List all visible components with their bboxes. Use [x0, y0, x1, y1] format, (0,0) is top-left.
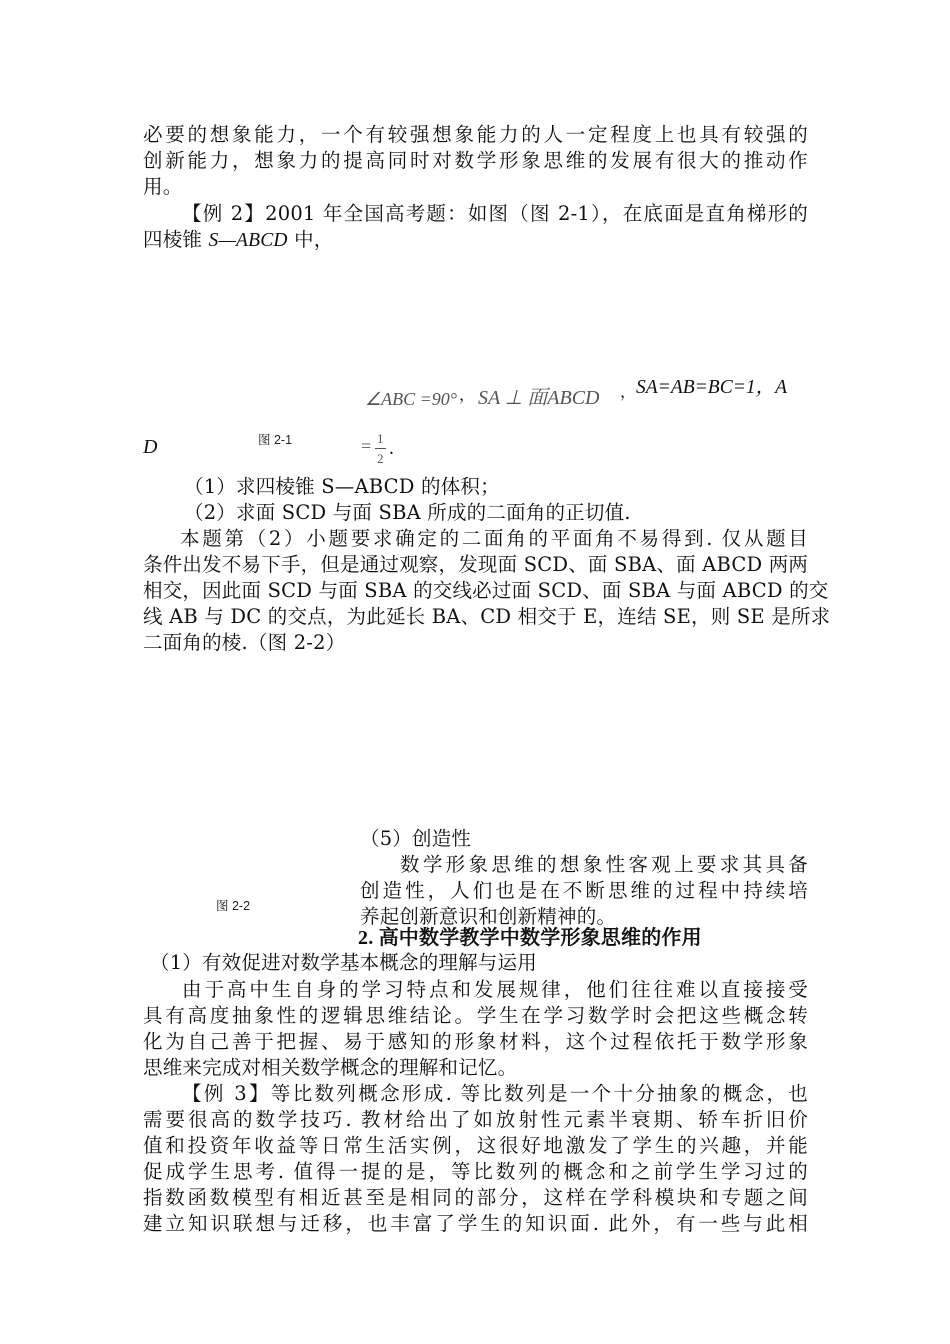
perpendicular-condition [478, 385, 600, 411]
example-2-suffix: 中， [287, 228, 334, 251]
figure-2-2-caption: 图 2-2 [216, 899, 251, 913]
example-3-line: 【例 3】等比数列概念形成. 等比数列是一个十分抽象的概念，也 [182, 1082, 808, 1105]
analysis-line: 本题第（2）小题要求确定的二面角的平面角不易得到. 仅从题目 [180, 527, 808, 550]
equal-lengths-condition: SA=AB=BC=1，A [636, 377, 788, 398]
example-3-line: 需要很高的数学技巧. 教材给出了如放射性元素半衰期、轿车折旧价 [143, 1108, 808, 1131]
paragraph-line: 用。 [143, 175, 183, 198]
paragraph-line: 创新能力，想象力的提高同时对数学形象思维的发展有很大的推动作 [143, 149, 808, 172]
creativity-heading: （5）创造性 [360, 827, 472, 850]
subsection-1-heading: （1）有效促进对数学基本概念的理解与运用 [150, 951, 537, 974]
perp-expression: SA ⊥ 面ABCD [478, 387, 600, 409]
condition-separator: ， [459, 387, 476, 404]
example-3-line: 建立知识联想与迁移，也丰富了学生的知识面. 此外，有一些与此相 [143, 1212, 808, 1235]
example-2-prefix: 四棱锥 [143, 228, 209, 251]
example-2-intro: 【例 2】2001 年全国高考题：如图（图 2-1），在底面是直角梯形的 [182, 202, 808, 225]
creativity-line: 创造性，人们也是在不断思维的过程中持续培 [360, 879, 808, 902]
fraction-bar [375, 448, 386, 449]
analysis-line: 线 AB 与 DC 的交点，为此延长 BA、CD 相交于 E，连结 SE，则 SE 是所求 [143, 605, 831, 628]
section-2-paragraph-1-line: 具有高度抽象性的逻辑思维结论。学生在学习数学时会把这些概念转 [143, 1004, 808, 1027]
section-2-paragraph-1-line: 由于高中生自身的学习特点和发展规律，他们往往难以直接接受 [182, 978, 808, 1001]
paragraph-line: 必要的想象能力，一个有较强想象能力的人一定程度上也具有较强的 [143, 123, 808, 146]
angle-expression: ∠ABC =90° [365, 389, 457, 409]
condition-separator: ， [620, 384, 637, 401]
section-2-heading: 2. 高中数学教学中数学形象思维的作用 [358, 927, 702, 949]
half-period: . [389, 438, 394, 459]
example-3-line: 促成学生思考. 值得一提的是，等比数列的概念和之前学生学习过的 [143, 1160, 808, 1183]
section-2-paragraph-1-line: 化为自己善于把握、易于感知的形象材料，这个过程依托于数学形象 [143, 1030, 808, 1053]
fraction-numerator: 1 [377, 431, 384, 446]
creativity-line: 养起创新意识和创新精神的。 [360, 905, 617, 928]
section-2-paragraph-1-line: 思维来完成对相关数学概念的理解和记忆。 [143, 1056, 518, 1079]
analysis-line: 条件出发不易下手，但是通过观察，发现面 SCD、面 SBA、面 ABCD 两两 [143, 553, 809, 576]
ad-continuation: D [143, 436, 158, 458]
creativity-line: 数学形象思维的想象性客观上要求其具备 [400, 853, 808, 876]
angle-condition [365, 386, 457, 412]
example-3-line: 指数函数模型有相近甚至是相同的部分，这样在学科模块和专题之间 [143, 1186, 808, 1209]
half-equals: = [361, 436, 372, 456]
question-2: （2）求面 SCD 与面 SBA 所成的二面角的正切值. [184, 501, 631, 524]
question-1: （1）求四棱锥 S—ABCD 的体积； [184, 475, 500, 498]
fraction-denominator: 2 [377, 451, 384, 466]
pyramid-name: S—ABCD [208, 230, 288, 251]
analysis-line: 二面角的棱.（图 2-2） [143, 631, 346, 654]
example-3-line: 值和投资年收益等日常生活实例，这很好地激发了学生的兴趣，并能 [143, 1134, 808, 1157]
figure-2-1-caption: 图 2-1 [258, 433, 293, 447]
example-2-intro-cont [143, 227, 808, 254]
analysis-line: 相交，因此面 SCD 与面 SBA 的交线必过面 SCD、面 SBA 与面 ABCD 的交 [143, 579, 829, 602]
